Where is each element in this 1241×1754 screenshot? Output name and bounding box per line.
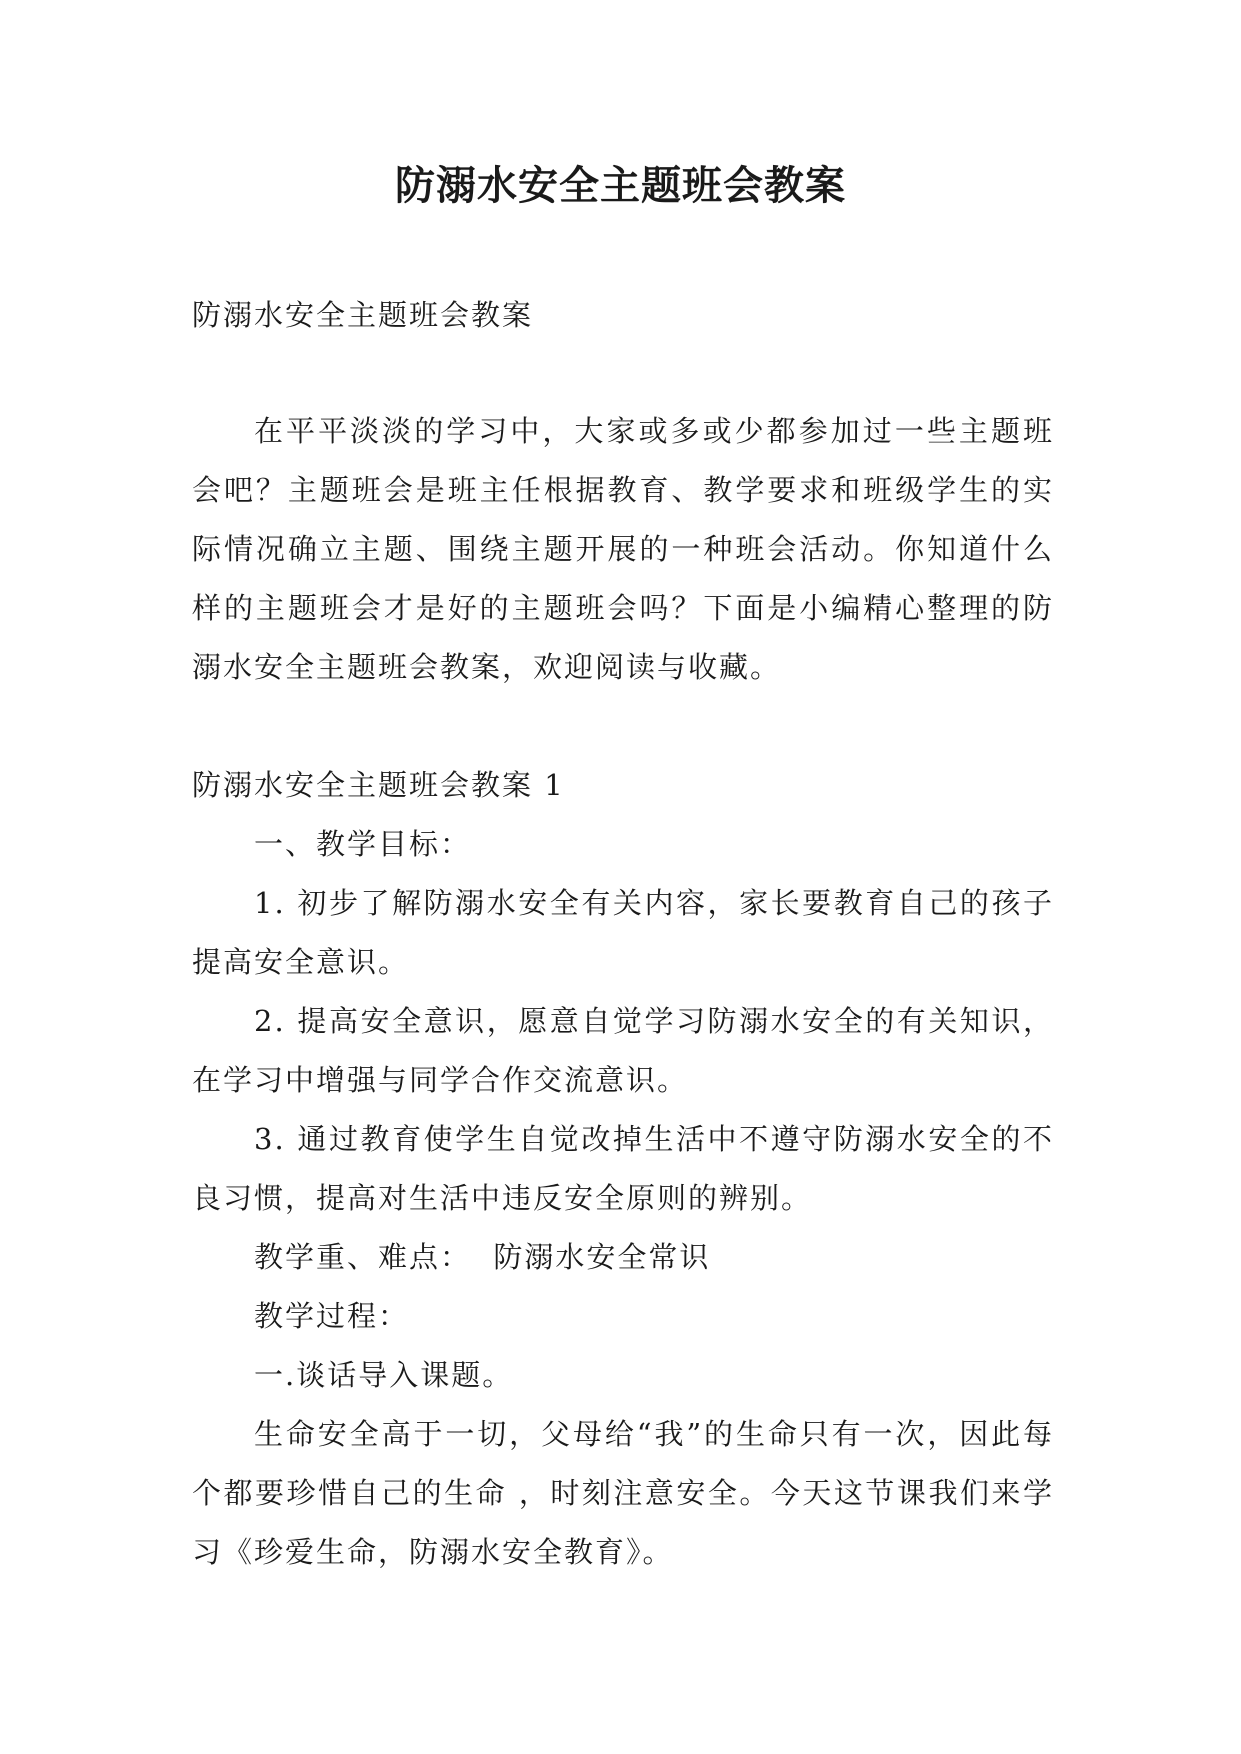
goal-item-3: 3. 通过教育使学生自觉改掉生活中不遵守防溺水安全的不良习惯，提高对生活中违反安全原则的辨别。 <box>192 1122 1054 1215</box>
process-heading: 教学过程： <box>254 1299 410 1333</box>
intro-paragraph: 在平平淡淡的学习中，大家或多或少都参加过一些主题班会吧？主题班会是班主任根据教育、教学要求和班级学生的实际情况确立主题、围绕主题开展的一种班会活动。你知道什么样的主题班会才是好的主题班会吗？下面是小编精心整理的防溺水安全主题班会教案，欢迎阅读与收藏。 <box>192 414 1054 684</box>
goal-item-1: 1. 初步了解防溺水安全有关内容，家长要教育自己的孩子提高安全意识。 <box>192 886 1054 979</box>
goal-item-2: 2. 提高安全意识，愿意自觉学习防溺水安全的有关知识，在学习中增强与同学合作交流意识。 <box>192 1004 1054 1097</box>
document-title: 防溺水安全主题班会教案 <box>395 162 846 209</box>
step-1-heading: 一.谈话导入课题。 <box>254 1358 514 1392</box>
section-heading: 防溺水安全主题班会教案 1 <box>192 768 565 802</box>
goals-heading: 一、教学目标： <box>254 827 472 861</box>
step-1-paragraph: 生命安全高于一切，父母给“我”的生命只有一次，因此每个都要珍惜自己的生命 ，时刻注意安全。今天这节课我们来学习《珍爱生命，防溺水安全教育》。 <box>192 1417 1054 1569</box>
document-subtitle: 防溺水安全主题班会教案 <box>192 298 534 332</box>
key-points-line: 教学重、难点： 防溺水安全常识 <box>254 1240 711 1274</box>
